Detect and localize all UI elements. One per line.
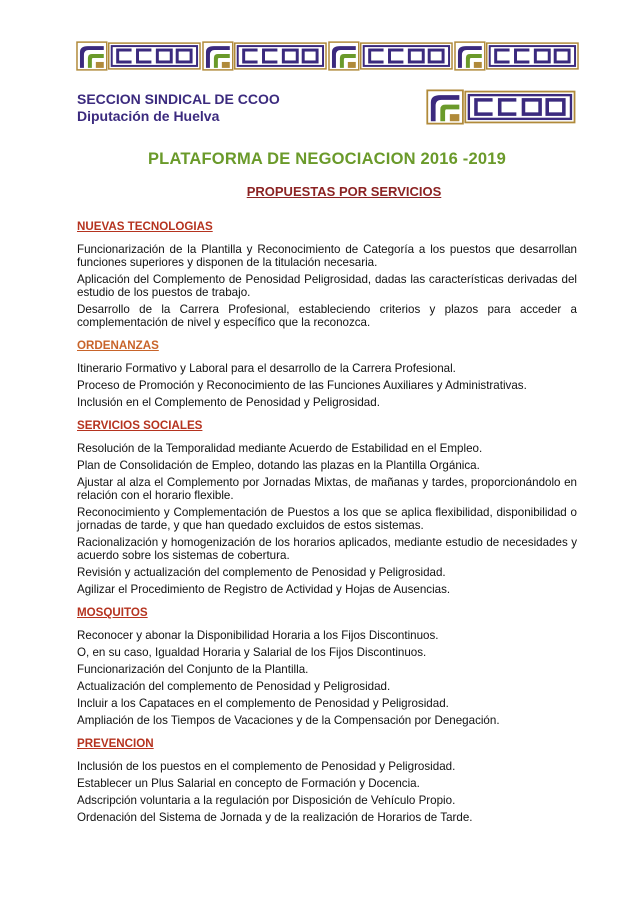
- section-heading: PREVENCION: [77, 737, 154, 750]
- section-heading: MOSQUITOS: [77, 606, 148, 619]
- section-heading: NUEVAS TECNOLOGIAS: [77, 220, 213, 233]
- ccoo-logo: [454, 40, 580, 72]
- proposal-item: Ordenación del Sistema de Jornada y de la realización de Horarios de Tarde.: [77, 811, 473, 824]
- proposal-item: Proceso de Promoción y Reconocimiento de las Funciones Auxiliares y Administrativas.: [77, 379, 527, 392]
- organization-name: SECCION SINDICAL DE CCOO: [77, 91, 280, 107]
- proposal-item: Ajustar al alza el Complemento por Jornadas Mixtas, de mañanas y tardes, proporcionándolo en relación con el horario flexible.: [77, 476, 577, 502]
- section-heading: ORDENANZAS: [77, 339, 159, 352]
- section-heading: SERVICIOS SOCIALES: [77, 419, 203, 432]
- proposal-item: Ampliación de los Tiempos de Vacaciones y de la Compensación por Denegación.: [77, 714, 500, 727]
- proposal-item: Agilizar el Procedimiento de Registro de Actividad y Hojas de Ausencias.: [77, 583, 451, 596]
- proposal-item: Resolución de la Temporalidad mediante Acuerdo de Estabilidad en el Empleo.: [77, 442, 483, 455]
- ccoo-logo: [328, 40, 454, 72]
- proposal-item: Itinerario Formativo y Laboral para el desarrollo de la Carrera Profesional.: [77, 362, 456, 375]
- header-logo-strip: [76, 40, 583, 72]
- proposal-item: Actualización del complemento de Penosidad y Peligrosidad.: [77, 680, 391, 693]
- proposal-item: O, en su caso, Igualdad Horaria y Salarial de los Fijos Discontinuos.: [77, 646, 427, 659]
- ccoo-logo: [76, 40, 202, 72]
- proposal-item: Inclusión de los puestos en el complemento de Penosidad y Peligrosidad.: [77, 760, 456, 773]
- proposal-item: Inclusión en el Complemento de Penosidad y Peligrosidad.: [77, 396, 380, 409]
- ccoo-logo: [202, 40, 328, 72]
- organization-header: [77, 91, 280, 125]
- section: [77, 339, 577, 409]
- proposal-item: Incluir a los Capataces en el complemento de Penosidad y Peligrosidad.: [77, 697, 449, 710]
- document-subtitle: PROPUESTAS POR SERVICIOS: [246, 184, 442, 199]
- document-body: [77, 220, 577, 834]
- proposal-item: Funcionarización de la Plantilla y Reconocimiento de Categoría a los puestos que desarrollan funciones superiores y disponen de la titulación necesaria.: [77, 243, 577, 269]
- organization-unit: Diputación de Huelva: [77, 108, 220, 124]
- proposal-item: Desarrollo de la Carrera Profesional, estableciendo criterios y plazos para acceder a complementación de nivel y específico que la reconozca.: [77, 303, 577, 329]
- section: [77, 606, 577, 727]
- proposal-item: Plan de Consolidación de Empleo, dotando las plazas en la Plantilla Orgánica.: [77, 459, 480, 472]
- section: [77, 220, 577, 329]
- proposal-item: Aplicación del Complemento de Penosidad Peligrosidad, dadas las características derivadas del estudio de los puestos de trabajo.: [77, 273, 577, 299]
- proposal-item: Funcionarización del Conjunto de la Plantilla.: [77, 663, 309, 676]
- proposal-item: Revisión y actualización del complemento de Penosidad y Peligrosidad.: [77, 566, 446, 579]
- proposal-item: Establecer un Plus Salarial en concepto de Formación y Docencia.: [77, 777, 420, 790]
- section: [77, 419, 577, 596]
- ccoo-logo: [425, 88, 578, 131]
- document-title: PLATAFORMA DE NEGOCIACION 2016 -2019: [147, 150, 507, 168]
- proposal-item: Reconocimiento y Complementación de Puestos a los que se aplica flexibilidad, disponibilidad o jornadas de tarde, y que han quedado excluidos de estos sistemas.: [77, 506, 577, 532]
- proposal-item: Racionalización y homogenización de los horarios aplicados, mediante estudio de necesidades y acuerdo sobre los sistemas de cobertura.: [77, 536, 577, 562]
- proposal-item: Reconocer y abonar la Disponibilidad Horaria a los Fijos Discontinuos.: [77, 629, 439, 642]
- proposal-item: Adscripción voluntaria a la regulación por Disposición de Vehículo Propio.: [77, 794, 456, 807]
- section: [77, 737, 577, 824]
